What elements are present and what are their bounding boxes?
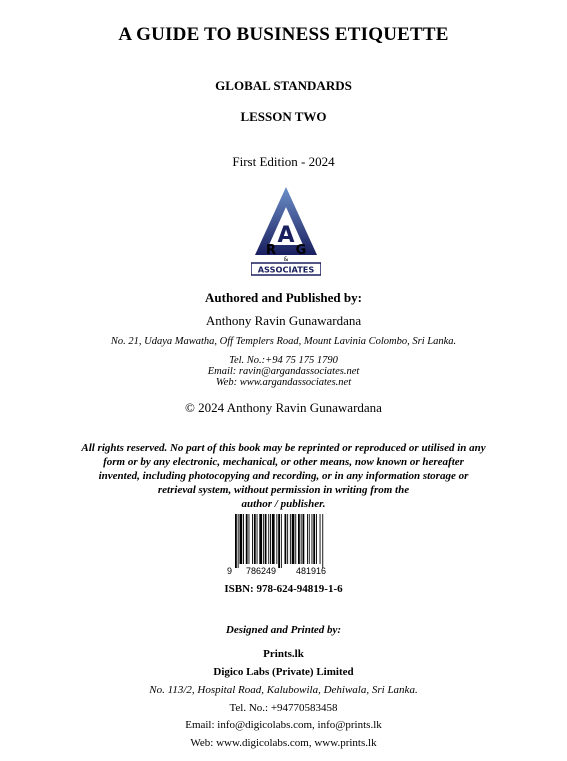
printer-tel: Tel. No.: +94770583458 bbox=[229, 702, 338, 714]
printer-web: Web: www.digicolabs.com, www.prints.lk bbox=[190, 737, 377, 749]
publisher-tel: Tel. No.:+94 75 175 1790 bbox=[229, 355, 338, 366]
barcode-bar bbox=[281, 514, 282, 568]
publisher-heading: Authored and Published by: bbox=[205, 290, 362, 305]
publisher-address: No. 21, Udaya Mawatha, Off Templers Road, Mount Lavinia Colombo, Sri Lanka. bbox=[110, 336, 457, 347]
barcode-bar bbox=[295, 514, 296, 564]
barcode-bar bbox=[292, 514, 295, 564]
barcode-bar bbox=[257, 514, 258, 564]
printer-company: Digico Labs (Private) Limited bbox=[213, 666, 354, 678]
publisher-name: Anthony Ravin Gunawardana bbox=[205, 313, 362, 328]
logo-letter-a: A bbox=[277, 223, 295, 248]
barcode-bar bbox=[252, 514, 253, 564]
barcode-bar bbox=[263, 514, 264, 564]
barcode-bar bbox=[249, 514, 250, 564]
isbn-number: ISBN: 978-624-94819-1-6 bbox=[224, 583, 343, 595]
rights-line: All rights reserved. No part of this book may be reprinted or reproduced or utilised in any bbox=[81, 442, 486, 454]
barcode-bar bbox=[246, 514, 248, 564]
barcode-bar bbox=[278, 514, 280, 568]
book-subtitle: GLOBAL STANDARDS bbox=[215, 78, 352, 93]
printer-heading: Designed and Printed by: bbox=[225, 624, 342, 636]
publisher-web: Web: www.argandassociates.net bbox=[215, 377, 352, 388]
barcode-bar bbox=[313, 514, 315, 564]
printer-brand: Prints.lk bbox=[263, 648, 304, 660]
printer-email: Email: info@digicolabs.com, info@prints.lk bbox=[185, 719, 382, 731]
barcode-bar bbox=[316, 514, 317, 564]
publisher-email: Email: ravin@argandassociates.net bbox=[207, 366, 360, 377]
barcode-bar bbox=[303, 514, 305, 564]
barcode-digits-right: 481916 bbox=[295, 566, 327, 576]
barcode-bar bbox=[272, 514, 275, 564]
barcode-bar bbox=[243, 514, 244, 564]
book-title: A GUIDE TO BUSINESS ETIQUETTE bbox=[118, 24, 449, 45]
barcode-bar bbox=[285, 514, 287, 564]
rights-line: author / publisher. bbox=[241, 498, 326, 510]
rights-notice bbox=[60, 441, 507, 511]
barcode-digits-left: 786249 bbox=[245, 566, 277, 576]
barcode-bar bbox=[270, 514, 271, 564]
logo-ampersand: & bbox=[283, 256, 289, 263]
rights-line: form or by any electronic, mechanical, or other means, now known or hereafter bbox=[103, 456, 464, 468]
isbn-barcode bbox=[225, 514, 345, 576]
barcode-bar bbox=[276, 514, 277, 564]
rights-line: retrieval system, without permission in writing from the bbox=[157, 484, 410, 496]
logo-name: ASSOCIATES bbox=[257, 264, 315, 275]
barcode-bar bbox=[307, 514, 308, 564]
copyright-notice: © 2024 Anthony Ravin Gunawardana bbox=[185, 400, 382, 415]
barcode-bar bbox=[312, 514, 313, 564]
barcode-bar bbox=[301, 514, 302, 564]
logo-letter-g: G bbox=[295, 243, 307, 258]
barcode-bar bbox=[320, 514, 321, 564]
barcode-bar bbox=[322, 514, 323, 568]
barcode-bar bbox=[259, 514, 262, 564]
logo-letter-r: R bbox=[265, 243, 277, 258]
barcode-bar bbox=[298, 514, 300, 564]
barcode-bar bbox=[235, 514, 237, 568]
barcode-bar bbox=[240, 514, 243, 564]
barcode-bars bbox=[235, 514, 323, 568]
barcode-bar bbox=[265, 514, 267, 564]
barcode-digit-first: 9 bbox=[227, 566, 233, 576]
barcode-bar bbox=[290, 514, 291, 564]
barcode-bar bbox=[254, 514, 256, 564]
lesson-label: LESSON TWO bbox=[240, 109, 327, 124]
barcode-bar bbox=[268, 514, 269, 564]
arg-associates-logo bbox=[251, 187, 321, 277]
printer-address: No. 113/2, Hospital Road, Kalubowila, Dehiwala, Sri Lanka. bbox=[149, 684, 418, 696]
barcode-bar bbox=[309, 514, 310, 564]
barcode-bar bbox=[287, 514, 288, 564]
edition-label: First Edition - 2024 bbox=[232, 154, 335, 169]
rights-line: invented, including photocopying and recording, or in any information storage or bbox=[98, 470, 469, 482]
barcode-bar bbox=[238, 514, 239, 568]
